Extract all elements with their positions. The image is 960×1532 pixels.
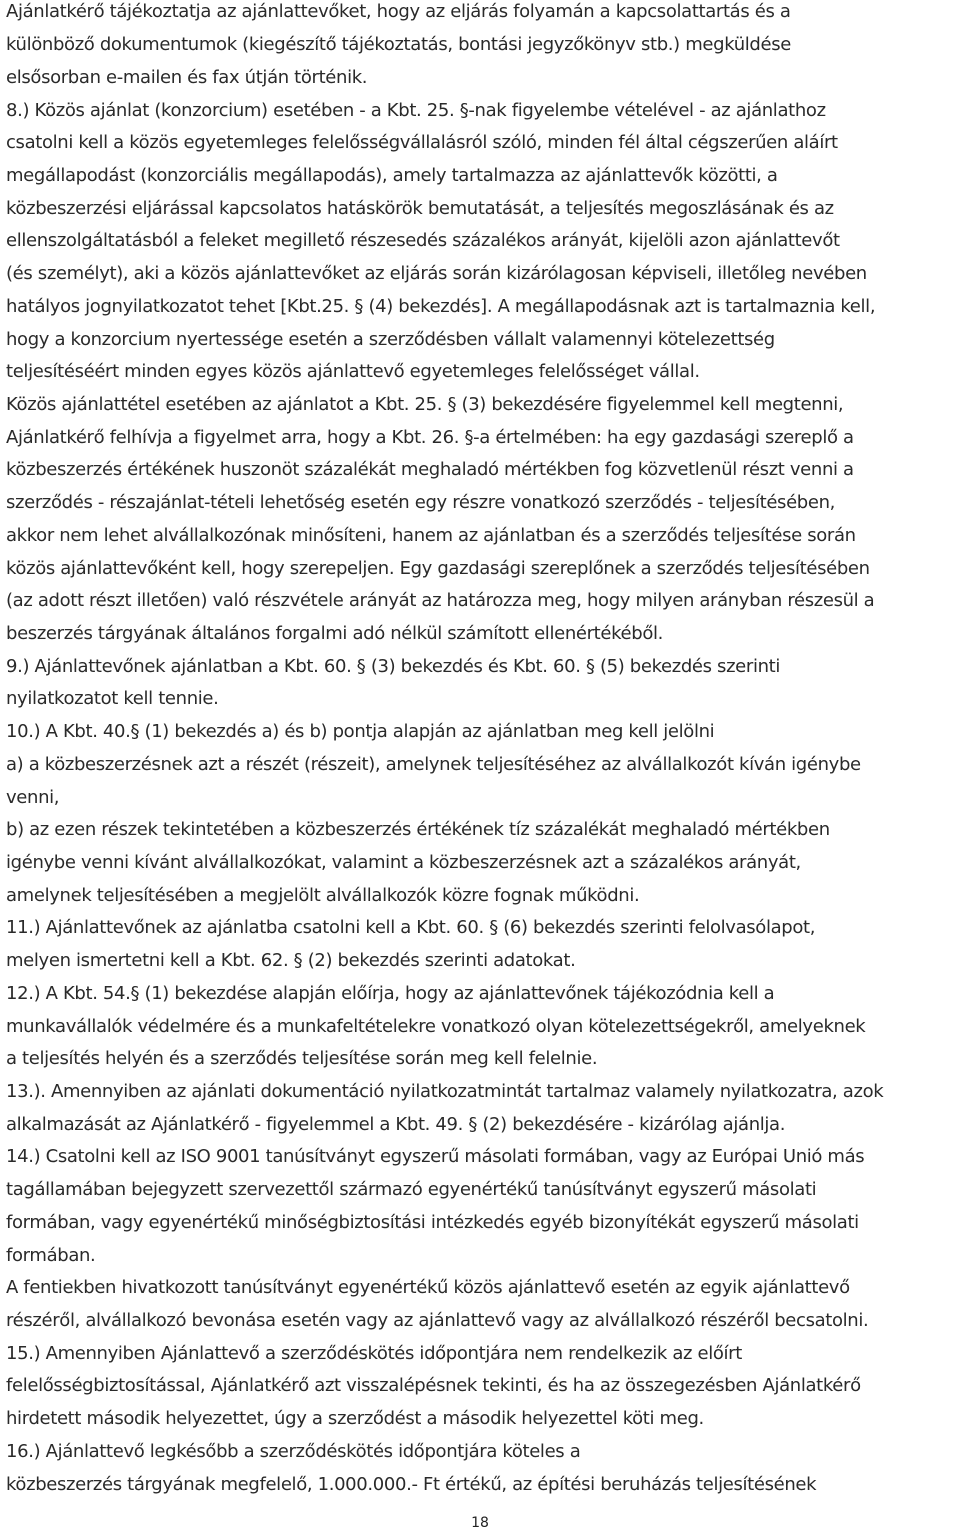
page-number: 18 [471, 1515, 489, 1531]
text-line: 15.) Amennyiben Ajánlattevő a szerződéskötés időpontjára nem rendelkezik az előírt [6, 1343, 742, 1364]
text-line: hirdetett második helyezettet, úgy a szerződést a második helyezettel köti meg. [6, 1408, 704, 1429]
text-line: 10.) A Kbt. 40.§ (1) bekezdés a) és b) pontja alapján az ajánlatban meg kell jelölni [6, 721, 715, 742]
text-line: beszerzés tárgyának általános forgalmi adó nélkül számított ellenértékéből. [6, 623, 664, 644]
text-line: közbeszerzési eljárással kapcsolatos hatáskörök bemutatását, a teljesítés megoszlásának és az [6, 198, 834, 219]
text-line: 11.) Ajánlattevőnek az ajánlatba csatolni kell a Kbt. 60. § (6) bekezdés szerinti felolvasólapot, [6, 917, 816, 938]
text-line: formában, vagy egyenértékű minőségbiztosítási intézkedés egyéb bizonyítékát egyszerű másolati [6, 1212, 859, 1233]
text-line: 8.) Közös ajánlat (konzorcium) esetében - a Kbt. 25. §-nak figyelembe vételével - az ajánlathoz [6, 100, 826, 121]
text-line: közös ajánlattevőként kell, hogy szerepeljen. Egy gazdasági szereplőnek a szerződés teljesítésében [6, 558, 870, 579]
text-line: 9.) Ajánlattevőnek ajánlatban a Kbt. 60. § (3) bekezdés és Kbt. 60. § (5) bekezdés szerinti [6, 656, 781, 677]
text-line: 12.) A Kbt. 54.§ (1) bekezdése alapján előírja, hogy az ajánlattevőnek tájékozódnia kell a [6, 983, 775, 1004]
text-line: közbeszerzés értékének huszonöt százalékát meghaladó mértékben fog közvetlenül részt venni a [6, 459, 854, 480]
text-line: ellenszolgáltatásból a feleket megillető részesedés százalékos arányát, kijelöli azon ajánlattevőt [6, 230, 840, 251]
text-line: Ajánlatkérő tájékoztatja az ajánlattevőket, hogy az eljárás folyamán a kapcsolattartás és a [6, 1, 791, 22]
text-line: munkavállalók védelmére és a munkafeltételekre vonatkozó olyan kötelezettségekről, amelyeknek [6, 1016, 866, 1037]
text-line: Ajánlatkérő felhívja a figyelmet arra, hogy a Kbt. 26. §-a értelmében: ha egy gazdasági szereplő a [6, 427, 854, 448]
text-line: megállapodást (konzorciális megállapodás), amely tartalmazza az ajánlattevők közötti, a [6, 165, 778, 186]
text-line: teljesítéséért minden egyes közös ajánlattevő egyetemleges felelősséget vállal. [6, 361, 700, 382]
text-line: közbeszerzés tárgyának megfelelő, 1.000.000.- Ft értékű, az építési beruházás teljesítésének [6, 1474, 817, 1495]
text-line: alkalmazását az Ajánlatkérő - figyelemmel a Kbt. 49. § (2) bekezdésére - kizárólag ajánlja. [6, 1114, 786, 1135]
text-line: a) a közbeszerzésnek azt a részét (részeit), amelynek teljesítéséhez az alvállalkozót kíván igénybe [6, 754, 861, 775]
text-line: a teljesítés helyén és a szerződés teljesítése során meg kell felelnie. [6, 1048, 598, 1069]
text-line: csatolni kell a közös egyetemleges felelősségvállalásról szóló, minden fél által cégszerűen aláírt [6, 132, 838, 153]
text-line: melyen ismertetni kell a Kbt. 62. § (2) bekezdés szerinti adatokat. [6, 950, 576, 971]
text-line: hatályos jognyilatkozatot tehet [Kbt.25. § (4) bekezdés]. A megállapodásnak azt is tartalmaznia kell, [6, 296, 876, 317]
text-line: 14.) Csatolni kell az ISO 9001 tanúsítványt egyszerű másolati formában, vagy az Európai Unió más [6, 1146, 865, 1167]
text-line: felelősségbiztosítással, Ajánlatkérő azt visszalépésnek tekinti, és ha az összegezésben Ajánlatkérő [6, 1375, 861, 1396]
text-line: hogy a konzorcium nyertessége esetén a szerződésben vállalt valamennyi kötelezettség [6, 329, 775, 350]
text-line: (az adott részt illetően) való részvétele arányát az határozza meg, hogy milyen arányban részesül a [6, 590, 875, 611]
text-line: venni, [6, 787, 60, 808]
text-line: elsősorban e-mailen és fax útján történik. [6, 67, 368, 88]
text-line: szerződés - részajánlat-tételi lehetőség esetén egy részre vonatkozó szerződés - teljesítésében, [6, 492, 836, 513]
text-line: 16.) Ajánlattevő legkésőbb a szerződéskötés időpontjára köteles a [6, 1441, 581, 1462]
text-line: akkor nem lehet alvállalkozónak minősíteni, hanem az ajánlatban és a szerződés teljesítése során [6, 525, 856, 546]
text-line: tagállamában bejegyzett szervezettől származó egyenértékű tanúsítványt egyszerű másolati [6, 1179, 817, 1200]
text-line: b) az ezen részek tekintetében a közbeszerzés értékének tíz százalékát meghaladó mértékben [6, 819, 830, 840]
text-line: formában. [6, 1245, 96, 1266]
text-line: A fentiekben hivatkozott tanúsítványt egyenértékű közös ajánlattevő esetén az egyik ajánlattevő [6, 1277, 850, 1298]
text-line: 13.). Amennyiben az ajánlati dokumentáció nyilatkozatmintát tartalmaz valamely nyilatkozatra, azok [6, 1081, 884, 1102]
text-line: igénybe venni kívánt alvállalkozókat, valamint a közbeszerzésnek azt a százalékos arányát, [6, 852, 801, 873]
text-line: nyilatkozatot kell tennie. [6, 688, 219, 709]
text-line: (és személyt), aki a közös ajánlattevőket az eljárás során kizárólagosan képviseli, illetőleg nevében [6, 263, 867, 284]
text-line: részéről, alvállalkozó bevonása esetén vagy az ajánlattevő vagy az alvállalkozó részéről becsatolni. [6, 1310, 869, 1331]
text-line: különböző dokumentumok (kiegészítő tájékoztatás, bontási jegyzőkönyv stb.) megküldése [6, 34, 791, 55]
text-line: Közös ajánlattétel esetében az ajánlatot a Kbt. 25. § (3) bekezdésére figyelemmel kell megtenni, [6, 394, 844, 415]
text-line: amelynek teljesítésében a megjelölt alvállalkozók közre fognak működni. [6, 885, 640, 906]
